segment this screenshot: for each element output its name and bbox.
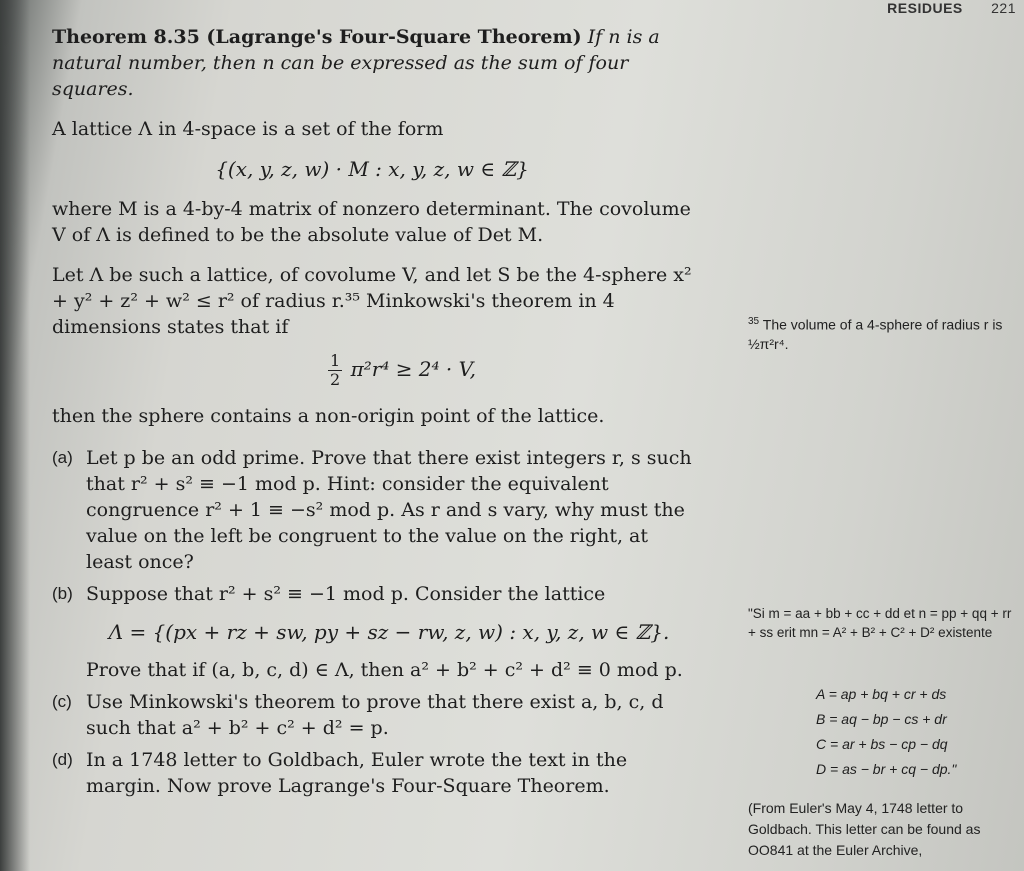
header-section-word: RESIDUES [887, 0, 963, 16]
lattice-intro: A lattice Λ in 4-space is a set of the form [52, 118, 444, 140]
part-label: (a) [52, 448, 73, 467]
theorem-body: If n is a natural number, then n can be expressed as the sum of four squares. [52, 26, 660, 100]
exercise-part-b [52, 581, 692, 683]
euler-quote: "Si m = aa + bb + cc + dd et n = pp + qq + rr + ss erit mn = A² + B² + C² + D² existente [748, 606, 1012, 640]
euler-eq-c: C = ar + bs − cp − dq [816, 736, 948, 752]
part-text-block [86, 581, 692, 683]
matrix-definition: where M is a 4-by-4 matrix of nonzero determinant. The covolume V of Λ is defined to be the absolute value of Det M. [52, 198, 691, 246]
exercise-parts [52, 445, 692, 799]
main-text-column [52, 24, 692, 799]
part-label: (b) [52, 584, 73, 603]
running-header [887, 0, 1016, 16]
exercise-part-a [52, 445, 692, 575]
euler-equations [816, 682, 956, 782]
euler-eq-a: A = ap + bq + cr + ds [816, 686, 947, 702]
minkowski-paragraph: Let Λ be such a lattice, of covolume V, and let S be the 4-sphere x² + y² + z² + w² ≤ r² of radius r.³⁵ Minkowski's theorem in 4 dimensions states that if [52, 264, 692, 338]
euler-eq-b: B = aq − bp − cs + dr [816, 711, 947, 727]
part-text: In a 1748 letter to Goldbach, Euler wrote the text in the margin. Now prove Lagrange's Four-Square Theorem. [86, 749, 628, 797]
euler-source-note: (From Euler's May 4, 1748 letter to Goldbach. This letter can be found as OO841 at the Euler Archive, [748, 800, 981, 858]
part-text: Let p be an odd prime. Prove that there exist integers r, s such that r² + s² ≡ −1 mod p. Hint: consider the equivalent congruence r² + 1 ≡ −s² mod p. As r and s vary, why must the value on the left be congruent to the value on the right, at least once? [86, 447, 692, 573]
footnote-text: The volume of a 4-sphere of radius r is ½π²r⁴. [748, 316, 1003, 352]
part-text: Use Minkowski's theorem to prove that there exist a, b, c, d such that a² + b² + c² + d² = p. [86, 691, 664, 739]
sphere-conclusion: then the sphere contains a non-origin point of the lattice. [52, 405, 605, 427]
footnote-marker: 35 [748, 316, 760, 327]
fraction-denominator: 2 [330, 370, 341, 389]
page-gutter-shadow [0, 0, 30, 871]
inequality-rest: π²r⁴ ≥ 2⁴ · V, [350, 357, 476, 381]
exercise-part-c [52, 689, 692, 741]
part-label: (c) [52, 692, 72, 711]
euler-eq-d: D = as − br + cq − dp." [816, 761, 957, 777]
part-label: (d) [52, 750, 73, 769]
footnote-35 [748, 312, 1016, 354]
part-text-continued: Prove that if (a, b, c, d) ∈ Λ, then a² + b² + c² + d² ≡ 0 mod p. [86, 659, 683, 681]
exercise-part-d [52, 747, 692, 799]
part-text: Suppose that r² + s² ≡ −1 mod p. Consider the lattice [86, 583, 606, 605]
fraction-numerator: 1 [330, 351, 341, 370]
minkowski-inequality [112, 352, 692, 389]
theorem-heading: Theorem 8.35 (Lagrange's Four-Square Theorem) [52, 26, 582, 48]
theorem-statement [52, 24, 692, 102]
lattice-set-equation: {(x, y, z, w) · M : x, y, z, w ∈ ℤ} [215, 157, 529, 181]
page-number: 221 [991, 0, 1016, 16]
lattice-equation: Λ = {(px + rz + sw, py + sz − rw, z, w) : x, y, z, w ∈ ℤ}. [108, 620, 670, 644]
fraction-one-half [328, 352, 342, 389]
